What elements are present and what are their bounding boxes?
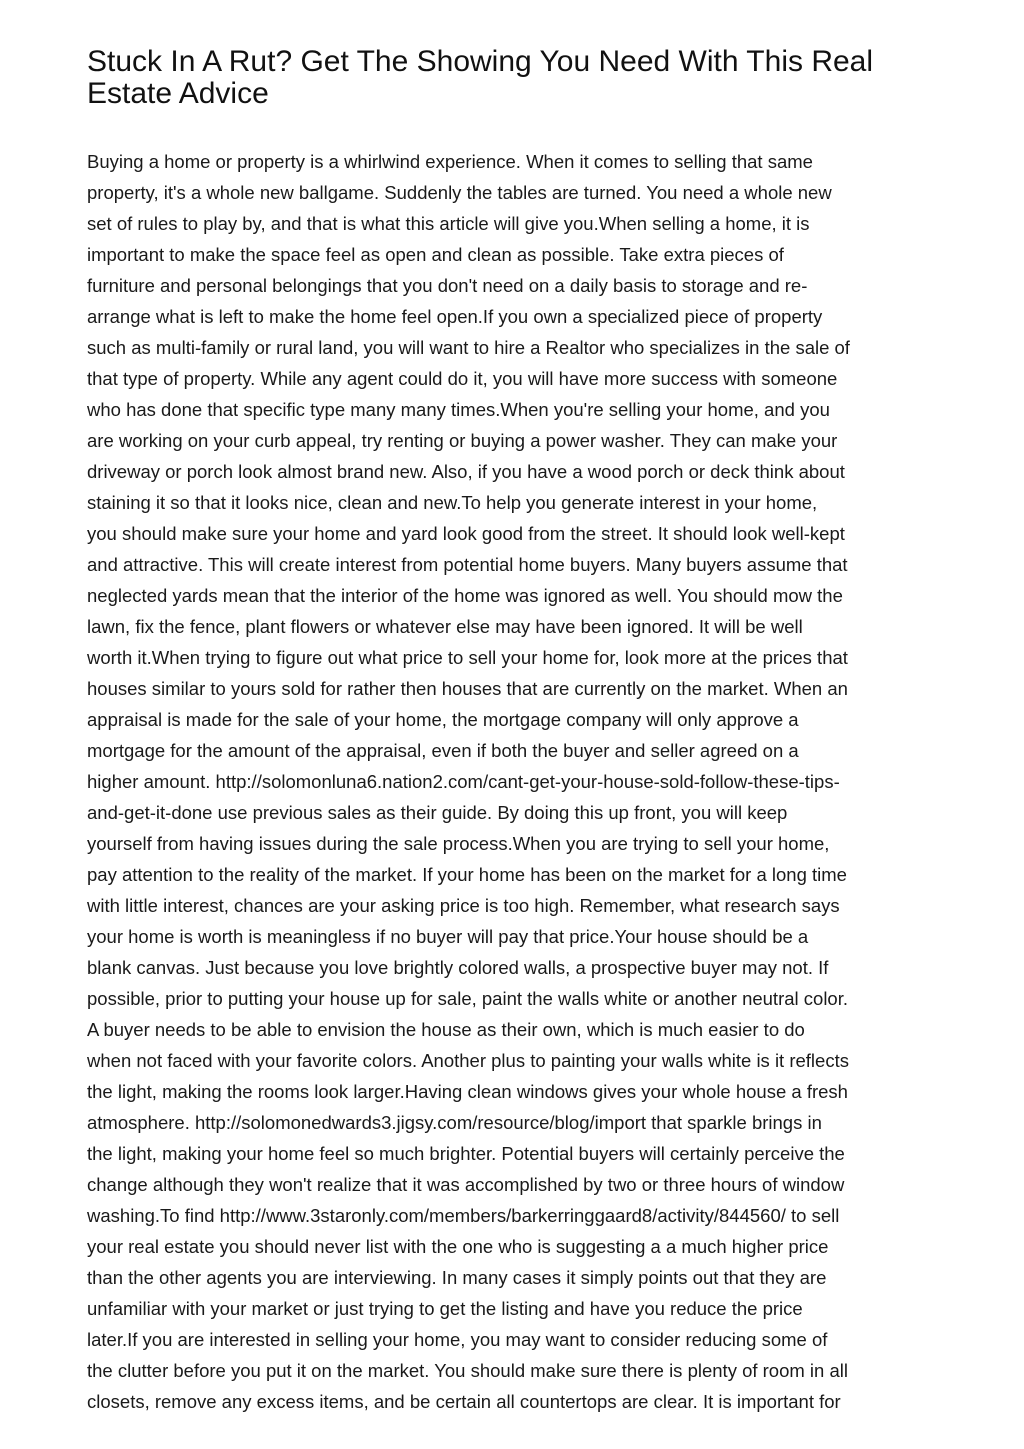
- body-line: yourself from having issues during the sale process.When you are trying to sell your home,: [87, 833, 830, 854]
- body-line: when not faced with your favorite colors. Another plus to painting your walls white is it reflects: [87, 1050, 849, 1071]
- body-line: driveway or porch look almost brand new. Also, if you have a wood porch or deck think about: [87, 461, 845, 482]
- body-line: who has done that specific type many many times.When you're selling your home, and you: [87, 399, 830, 420]
- body-line: houses similar to yours sold for rather then houses that are currently on the market. When an: [87, 678, 848, 699]
- body-line: mortgage for the amount of the appraisal, even if both the buyer and seller agreed on a: [87, 740, 799, 761]
- body-line: property, it's a whole new ballgame. Suddenly the tables are turned. You need a whole new: [87, 182, 832, 203]
- body-line: the clutter before you put it on the market. You should make sure there is plenty of room in all: [87, 1360, 848, 1381]
- body-line: and attractive. This will create interest from potential home buyers. Many buyers assume that: [87, 554, 848, 575]
- body-line: atmosphere. http://solomonedwards3.jigsy.com/resource/blog/import that sparkle brings in: [87, 1112, 822, 1133]
- body-line: such as multi-family or rural land, you will want to hire a Realtor who specializes in the sale of: [87, 337, 850, 358]
- body-line: than the other agents you are interviewing. In many cases it simply points out that they are: [87, 1267, 827, 1288]
- title-line: Stuck In A Rut? Get The Showing You Need With This Real: [87, 45, 874, 78]
- body-line: neglected yards mean that the interior of the home was ignored as well. You should mow the: [87, 585, 843, 606]
- body-line: your home is worth is meaningless if no buyer will pay that price.Your house should be a: [87, 926, 809, 947]
- body-line: Buying a home or property is a whirlwind experience. When it comes to selling that same: [87, 151, 813, 172]
- body-line: lawn, fix the fence, plant flowers or whatever else may have been ignored. It will be well: [87, 616, 803, 637]
- body-line: appraisal is made for the sale of your home, the mortgage company will only approve a: [87, 709, 799, 730]
- body-line: furniture and personal belongings that you don't need on a daily basis to storage and re-: [87, 275, 808, 296]
- document-title: [87, 46, 947, 110]
- document-body: [87, 146, 947, 1417]
- body-line: unfamiliar with your market or just trying to get the listing and have you reduce the price: [87, 1298, 803, 1319]
- body-line: set of rules to play by, and that is what this article will give you.When selling a home, it is: [87, 213, 810, 234]
- body-line: blank canvas. Just because you love brightly colored walls, a prospective buyer may not. If: [87, 957, 829, 978]
- body-line: A buyer needs to be able to envision the house as their own, which is much easier to do: [87, 1019, 805, 1040]
- body-line: the light, making your home feel so much brighter. Potential buyers will certainly perceive the: [87, 1143, 845, 1164]
- body-line: important to make the space feel as open and clean as possible. Take extra pieces of: [87, 244, 784, 265]
- body-line: later.If you are interested in selling your home, you may want to consider reducing some of: [87, 1329, 828, 1350]
- body-line: the light, making the rooms look larger.Having clean windows gives your whole house a fresh: [87, 1081, 848, 1102]
- body-line: are working on your curb appeal, try renting or buying a power washer. They can make your: [87, 430, 838, 451]
- body-line: worth it.When trying to figure out what price to sell your home for, look more at the prices that: [87, 647, 848, 668]
- body-line: pay attention to the reality of the market. If your home has been on the market for a long time: [87, 864, 847, 885]
- body-line: and-get-it-done use previous sales as their guide. By doing this up front, you will keep: [87, 802, 788, 823]
- body-line: your real estate you should never list with the one who is suggesting a a much higher price: [87, 1236, 829, 1257]
- title-line: Estate Advice: [87, 77, 269, 110]
- body-line: possible, prior to putting your house up for sale, paint the walls white or another neutral color.: [87, 988, 848, 1009]
- body-line: closets, remove any excess items, and be certain all countertops are clear. It is important for: [87, 1391, 841, 1412]
- body-line: you should make sure your home and yard look good from the street. It should look well-kept: [87, 523, 845, 544]
- body-line: arrange what is left to make the home feel open.If you own a specialized piece of property: [87, 306, 823, 327]
- body-line: that type of property. While any agent could do it, you will have more success with someone: [87, 368, 838, 389]
- body-line: change although they won't realize that it was accomplished by two or three hours of window: [87, 1174, 845, 1195]
- body-line: higher amount. http://solomonluna6.nation2.com/cant-get-your-house-sold-follow-these-tips-: [87, 771, 840, 792]
- body-line: staining it so that it looks nice, clean and new.To help you generate interest in your home,: [87, 492, 818, 513]
- body-line: with little interest, chances are your asking price is too high. Remember, what research says: [87, 895, 840, 916]
- body-line: washing.To find http://www.3staronly.com/members/barkerringgaard8/activity/844560/ to sell: [87, 1205, 840, 1226]
